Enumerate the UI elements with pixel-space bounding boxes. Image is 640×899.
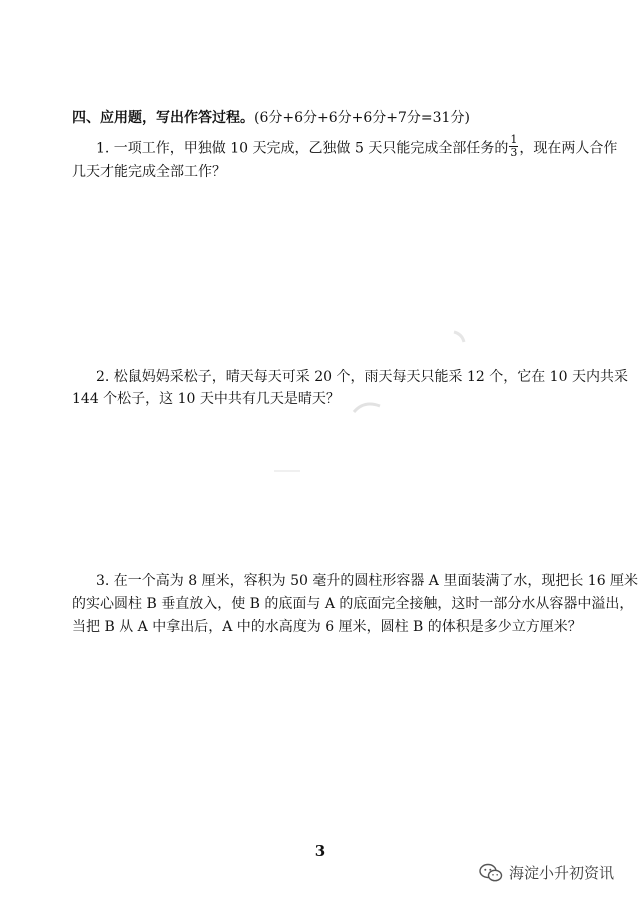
section-title: 四、应用题，写出作答过程。 xyxy=(72,110,254,126)
page-number: 3 xyxy=(314,842,326,860)
question-1-line-2: 几天才能完成全部工作？ xyxy=(72,164,226,180)
section-heading xyxy=(72,108,470,128)
fraction-denominator: 3 xyxy=(510,146,518,159)
question-3-line-1: 3. 在一个高为 8 厘米，容积为 50 毫升的圆柱形容器 A 里面装满了水，现把长 16 厘米 xyxy=(96,573,639,589)
fraction-one-third xyxy=(509,134,518,159)
question-1-text-b: ，现在两人合作 xyxy=(519,140,618,157)
faint-scan-mark xyxy=(352,398,382,416)
question-1-text-a: 1. 一项工作，甲独做 10 天完成，乙独做 5 天只能完成全部任务的 xyxy=(96,140,509,157)
faint-scan-mark xyxy=(452,330,466,344)
fraction-numerator: 1 xyxy=(510,133,518,146)
question-3-line-2: 的实心圆柱 B 垂直放入，使 B 的底面与 A 的底面完全接触，这时一部分水从容器中溢出， xyxy=(72,596,634,612)
faint-scan-mark xyxy=(272,466,302,476)
question-3-line-3: 当把 B 从 A 中拿出后，A 中的水高度为 6 厘米，圆柱 B 的体积是多少立方厘米？ xyxy=(72,619,582,635)
watermark-text: 海淀小升初资讯 xyxy=(508,864,614,882)
wechat-icon xyxy=(479,863,503,883)
question-2-line-2: 144 个松子，这 10 天中共有几天是晴天？ xyxy=(72,391,340,407)
watermark xyxy=(479,862,614,883)
question-2-line-1: 2. 松鼠妈妈采松子，晴天每天可采 20 个，雨天每天只能采 12 个，它在 10 天内共采 xyxy=(96,369,628,385)
question-1-line-1 xyxy=(96,133,618,161)
section-points: (6分+6分+6分+6分+7分=31分) xyxy=(254,110,470,126)
